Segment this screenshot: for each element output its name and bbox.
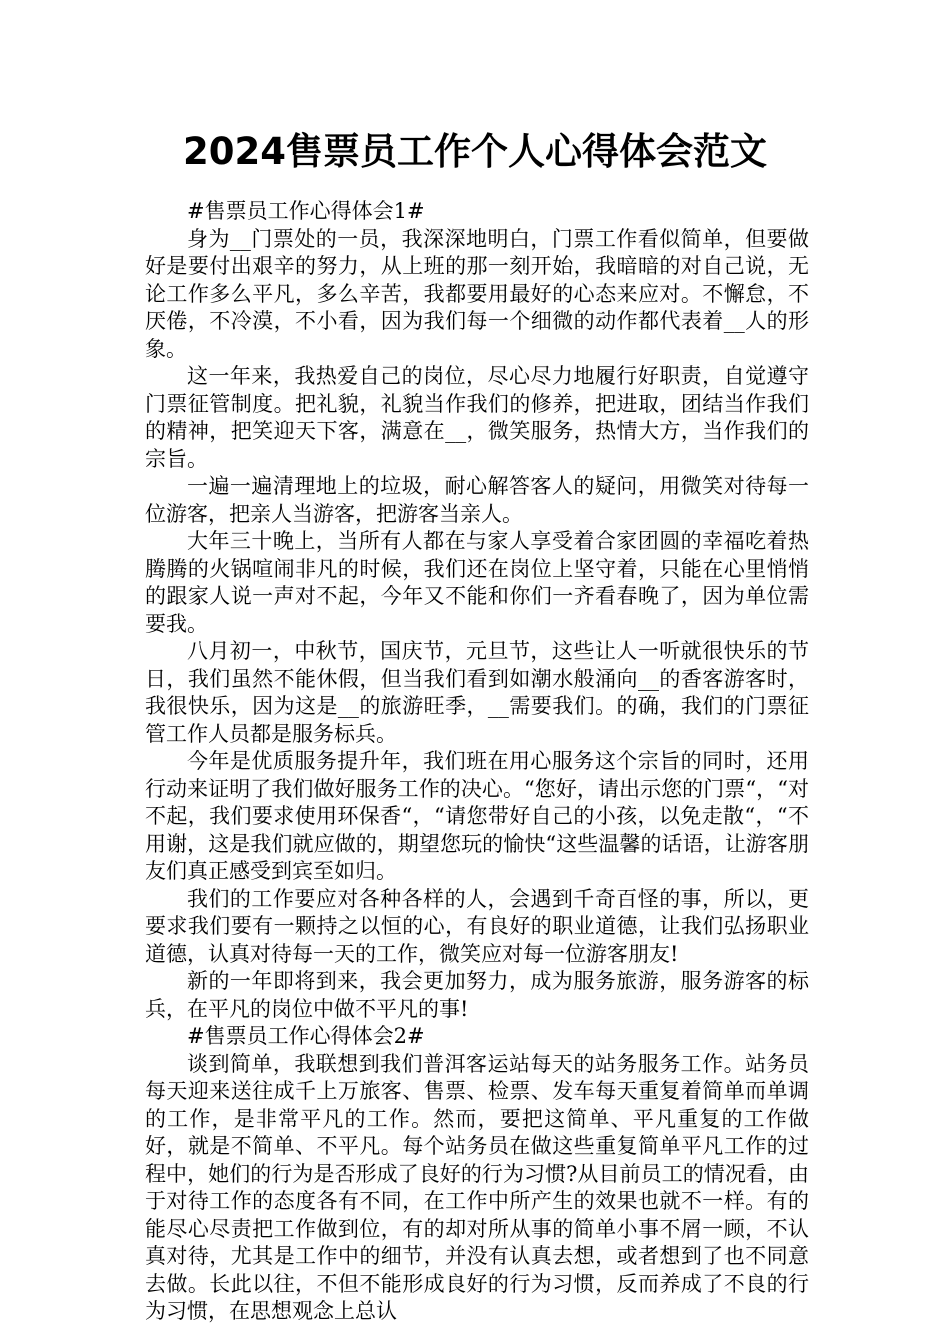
- paragraph: 大年三十晚上，当所有人都在与家人享受着合家团圆的幸福吃着热腾腾的火锅喧闹非凡的时候，我们还在岗位上坚守着，只能在心里悄悄的跟家人说一声对不起，今年又不能和你们一齐看春晚了，因为单位需要我。: [145, 529, 809, 636]
- paragraph: 我们的工作要应对各种各样的人，会遇到千奇百怪的事，所以，更要求我们要有一颗持之以恒的心，有良好的职业道德，让我们弘扬职业道德，认真对待每一天的工作，微笑应对每一位游客朋友!: [145, 886, 809, 966]
- paragraph: 今年是优质服务提升年，我们班在用心服务这个宗旨的同时，还用行动来证明了我们做好服务工作的决心。“您好，请出示您的门票“，“对不起，我们要求使用环保香“，“请您带好自己的小孩，以免走散“，“不用谢，这是我们就应做的，期望您玩的愉快“这些温馨的话语，让游客朋友们真正感受到宾至如归。: [145, 749, 809, 883]
- paragraph: 身为__门票处的一员，我深深地明白，门票工作看似简单，但要做好是要付出艰辛的努力，从上班的那一刻开始，我暗暗的对自己说，无论工作多么平凡，多么辛苦，我都要用最好的心态来应对。不懈怠，不厌倦，不冷漠，不小看，因为我们每一个细微的动作都代表着__人的形象。: [145, 226, 809, 361]
- paragraph: 新的一年即将到来，我会更加努力，成为服务旅游，服务游客的标兵，在平凡的岗位中做不平凡的事!: [145, 969, 809, 1021]
- paragraph: 八月初一，中秋节，国庆节，元旦节，这些让人一听就很快乐的节日，我们虽然不能休假，但当我们看到如潮水般涌向__的香客游客时，我很快乐，因为这是__的旅游旺季，__需要我们。的确，我们的门票征管工作人员都是服务标兵。: [145, 639, 809, 746]
- section-heading-2: #售票员工作心得体会2#: [187, 1024, 425, 1048]
- section-heading-1: #售票员工作心得体会1#: [187, 199, 425, 223]
- paragraph: 谈到简单，我联想到我们普洱客运站每天的站务服务工作。站务员每天迎来送往成千上万旅客、售票、检票、发车每天重复着简单而单调的工作，是非常平凡的工作。然而，要把这简单、平凡重复的工作做好，就是不简单、不平凡。每个站务员在做这些重复简单平凡工作的过程中，她们的行为是否形成了良好的行为习惯?从目前员工的情况看，由于对待工作的态度各有不同，在工作中所产生的效果也就不一样。有的能尽心尽责把工作做到位，有的却对所从事的简单小事不屑一顾，不认真对待，尤其是工作中的细节，并没有认真去想，或者想到了也不同意去做。长此以往，不但不能形成良好的行为习惯，反而养成了不良的行为习惯，在思想观念上总认: [145, 1051, 809, 1323]
- document-body: [145, 198, 809, 1326]
- paragraph: 这一年来，我热爱自己的岗位，尽心尽力地履行好职责，自觉遵守门票征管制度。把礼貌，礼貌当作我们的修养，把进取，团结当作我们的精神，把笑迎天下客，满意在__，微笑服务，热情大方，当作我们的宗旨。: [145, 364, 809, 471]
- paragraph: 一遍一遍清理地上的垃圾，耐心解答客人的疑问，用微笑对待每一位游客，把亲人当游客，把游客当亲人。: [145, 474, 809, 526]
- document-title: 2024售票员工作个人心得体会范文: [183, 130, 767, 173]
